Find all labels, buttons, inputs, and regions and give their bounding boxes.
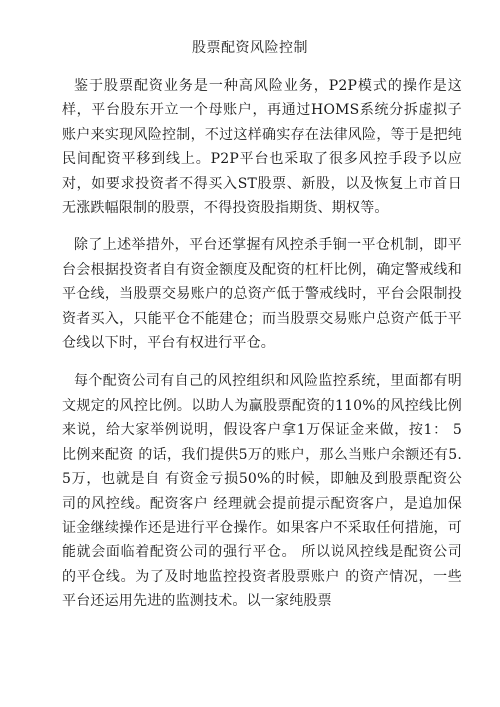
document-title: 股票配资风险控制 — [192, 40, 308, 56]
paragraph-2: 除了上述举措外，平台还掌握有风控杀手锏一平仓机制，即平台会根据投资者自有资金额度及配资的杠杆比例，确定警戒线和平仓线，当股票交易账户的总资产低于警戒线时，平台会限制投资者买入，只能平仓不能建仓；而当股票交易账户总资产低于平仓线以下时，平台有权进行平仓。 — [62, 237, 462, 352]
paragraph-3: 每个配资公司有自己的风控组织和风险监控系统，里面都有明文规定的风控比例。以助人为赢股票配资的110%的风控线比例来说，给大家举例说明，假设客户拿1万保证金来做，按1： 5比例来配资 的话，我们提供5万的账户，那么当账户余额还有5.5万，也就是自 有资金亏损50%的时候，即触及到股票配资公司的风控线。配资客户 经理就会提前提示配资客户，是追加保证金继续操作还是进行平仓操作。如果客户不采取任何措施，可能就会面临着配资公司的强行平仓。 所以说风控线是配资公司的平仓线。为了及时地监控投资者股票账户 的资产情况，一些平台还运用先进的监测技术。以一家纯股票 — [62, 373, 462, 610]
paragraph-1: 鉴于股票配资业务是一种高风险业务，P2P模式的操作是这样，平台股东开立一个母账户，再通过HOMS系统分拆虚拟子账户来实现风险控制，不过这样确实存在法律风险，等于是把纯民间配资平移到线上。P2P平台也采取了很多风控手段予以应对，如要求投资者不得买入ST股票、新股，以及恢复上市首日无涨跌幅限制的股票，不得投资股指期货、期权等。 — [62, 78, 462, 217]
